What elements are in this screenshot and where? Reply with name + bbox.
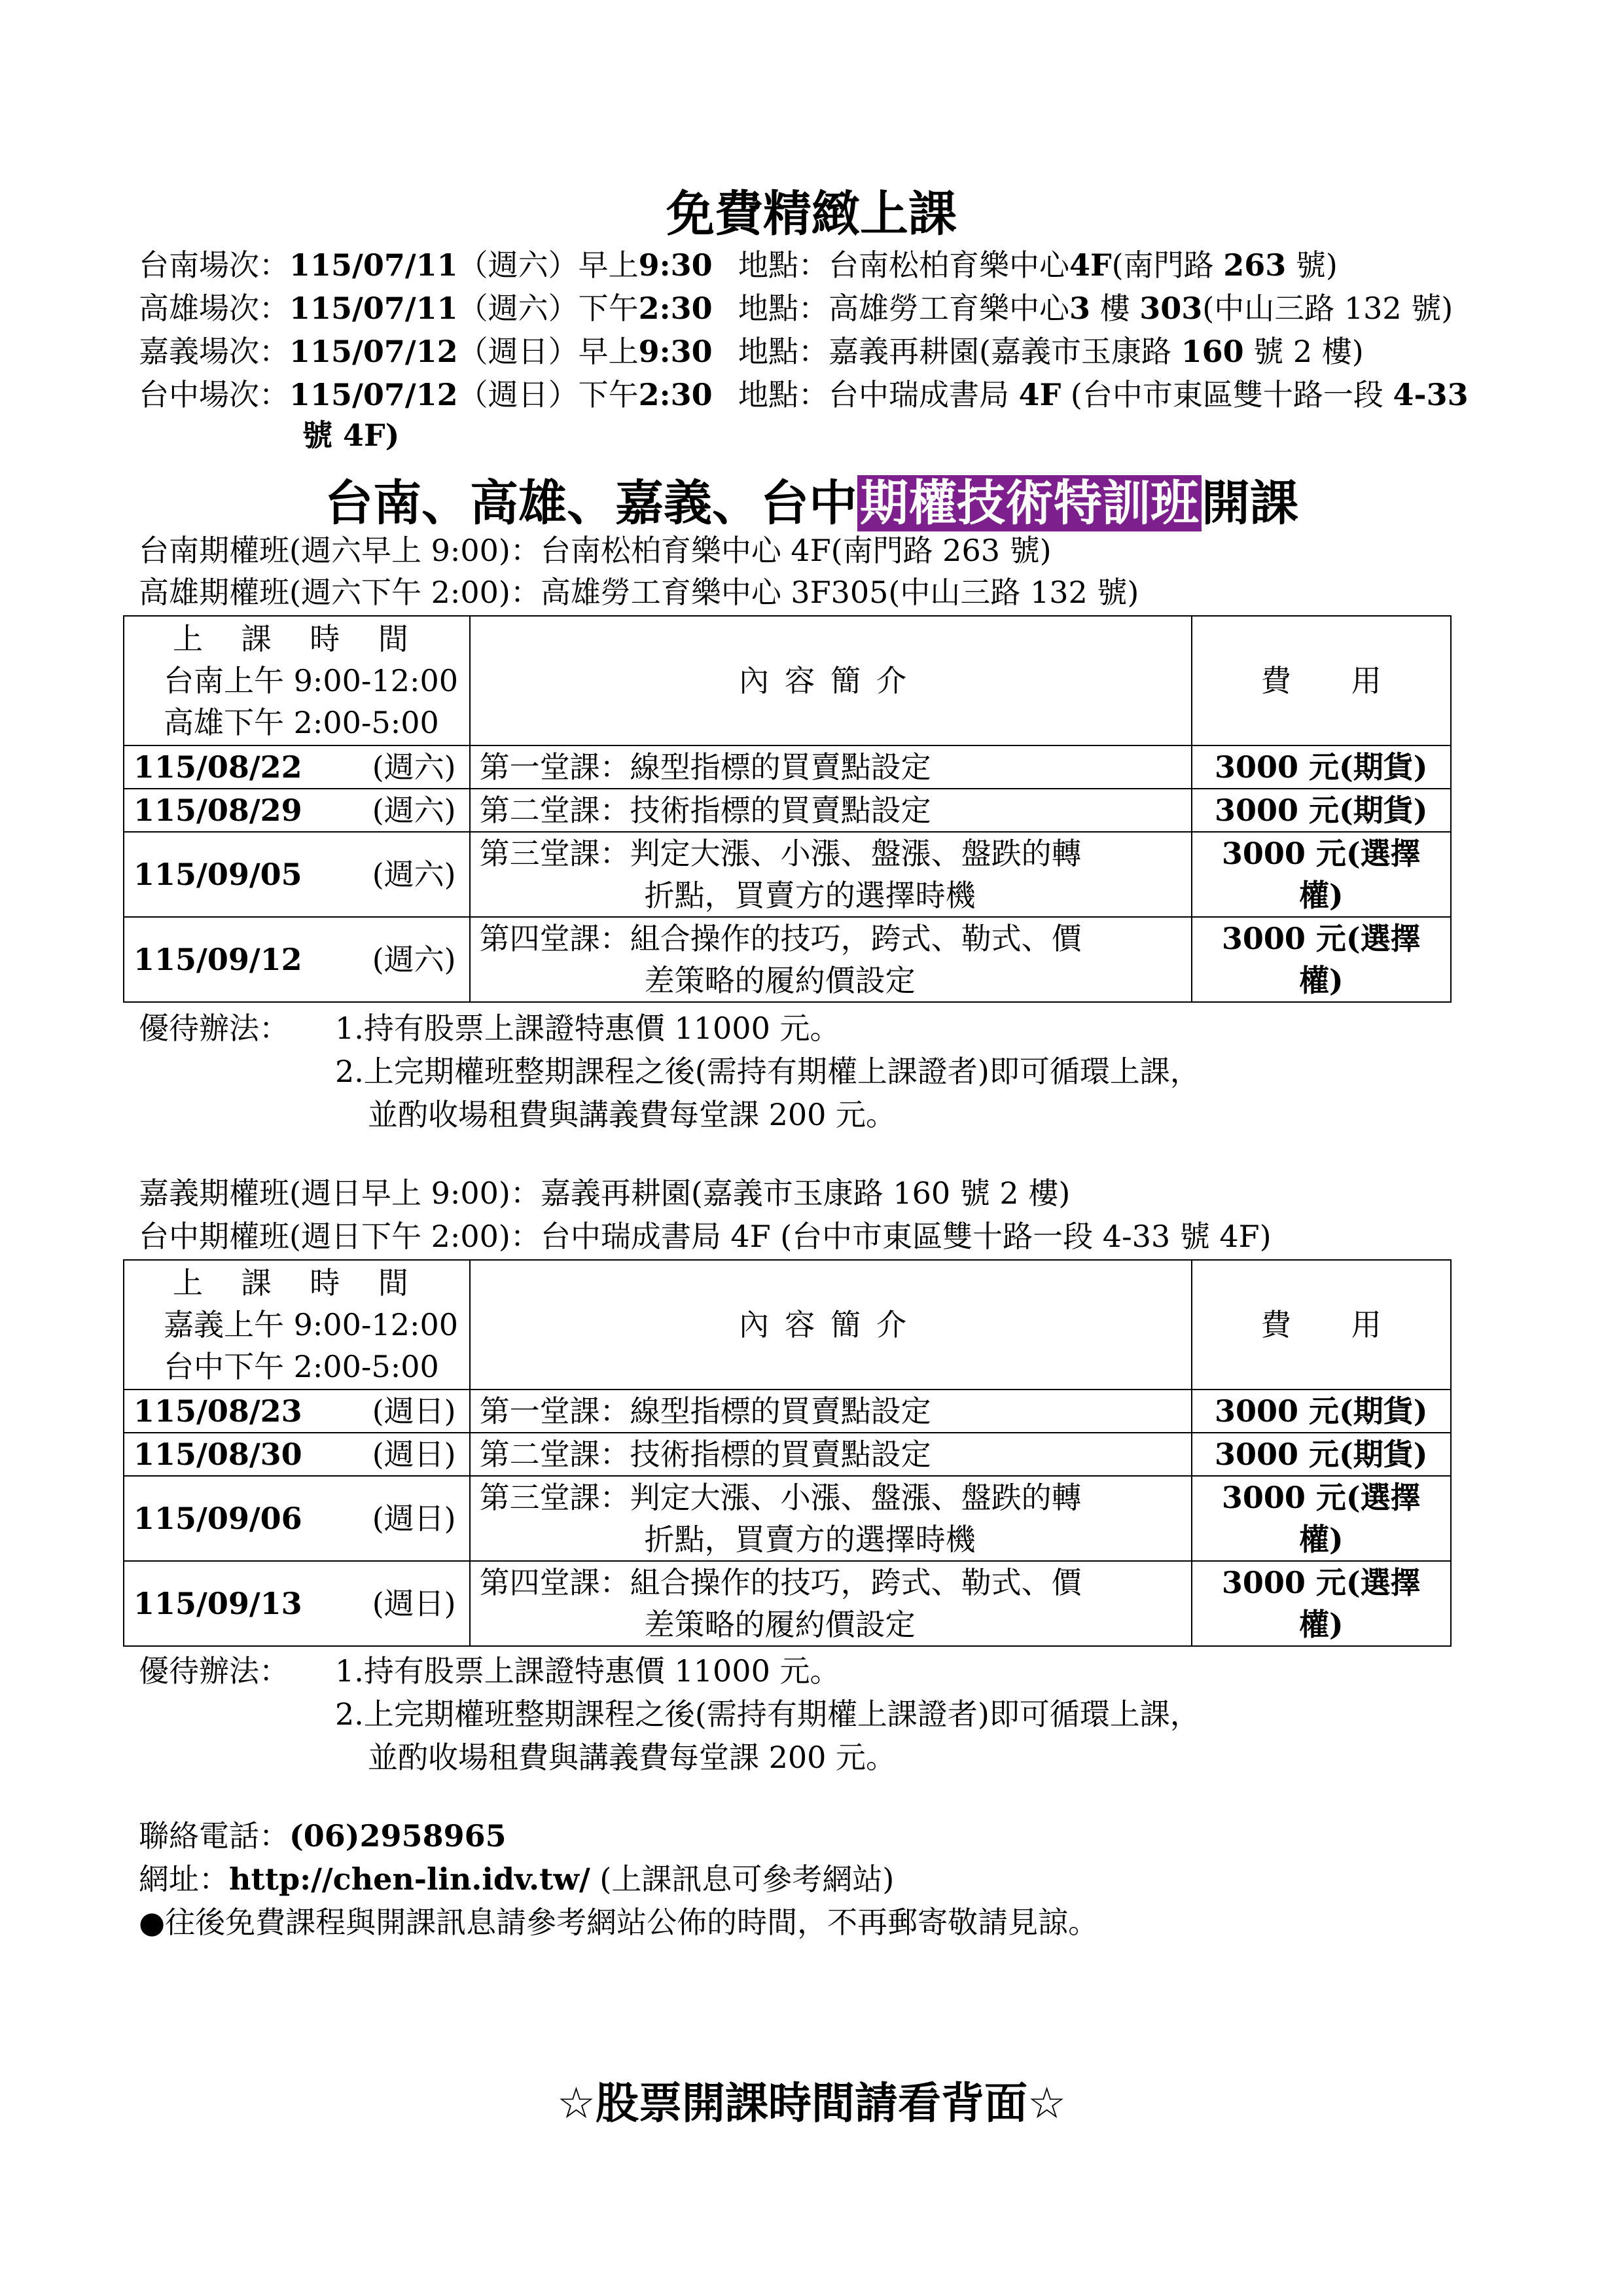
table-row: 115/09/13 (週日) 第四堂課：組合操作的技巧，跨式、勒式、價 差策略的履約價設定 3000 元(選擇 權) <box>124 1561 1451 1646</box>
discount-1-item-2: 2.上完期權班整期課程之後(需持有期權上課證者)即可循環上課， <box>335 1054 1200 1089</box>
table-row: 115/08/22 (週六) 第一堂課：線型指標的買賣點設定 3000 元(期貨) <box>124 745 1451 789</box>
free-session-chiayi-location: 地點：嘉義再耕園(嘉義市玉康路 160 號 2 樓) <box>738 334 1364 369</box>
free-session-taichung-location: 地點：台中瑞成書局 4F (台中市東區雙十路一段 4-33 <box>738 377 1469 412</box>
schedule-table-2 <box>123 1259 1452 1647</box>
table-row: 115/09/06 (週日) 第三堂課：判定大漲、小漲、盤漲、盤跌的轉 折點，買賣方的選擇時機 3000 元(選擇 權) <box>124 1476 1451 1561</box>
header-content: 內容簡介 <box>470 1260 1192 1390</box>
notice: ●往後免費課程與開課訊息請參考網站公佈的時間，不再郵寄敬請見諒。 <box>139 1905 1099 1940</box>
tainan-class-info: 台南期權班(週六早上 9:00)：台南松柏育樂中心 4F(南門路 263 號) <box>139 533 1052 568</box>
discount-2-item-2: 2.上完期權班整期課程之後(需持有期權上課證者)即可循環上課， <box>335 1696 1200 1732</box>
website-link[interactable]: http://chen-lin.idv.tw/ <box>229 1861 590 1897</box>
footer-note: ☆股票開課時間請看背面☆ <box>556 2078 1067 2128</box>
chiayi-class-info: 嘉義期權班(週日早上 9:00)：嘉義再耕園(嘉義市玉康路 160 號 2 樓) <box>139 1175 1071 1211</box>
free-session-kaohsiung-location: 地點：高雄勞工育樂中心3 樓 303(中山三路 132 號) <box>738 291 1454 326</box>
taichung-class-info: 台中期權班(週日下午 2:00)：台中瑞成書局 4F (台中市東區雙十路一段 4-33 號 4F) <box>139 1219 1272 1254</box>
course-heading: 台南、高雄、嘉義、台中期權技術特訓班開課 <box>325 475 1298 531</box>
header-fee: 費 用 <box>1192 1260 1451 1390</box>
free-session-chiayi: 嘉義場次：115/07/12（週日）早上9:30 <box>139 334 713 369</box>
table-row: 115/09/05 (週六) 第三堂課：判定大漲、小漲、盤漲、盤跌的轉 折點，買賣方的選擇時機 3000 元(選擇 權) <box>124 832 1451 917</box>
header-time: 上 課 時 間 嘉義上午 9:00-12:00 台中下午 2:00-5:00 <box>124 1260 470 1390</box>
table-row: 115/08/29 (週六) 第二堂課：技術指標的買賣點設定 3000 元(期貨) <box>124 789 1451 832</box>
contact-website: 網址：http://chen-lin.idv.tw/ (上課訊息可參考網站) <box>139 1861 895 1897</box>
discount-1-item-3: 並酌收場租費與講義費每堂課 200 元。 <box>368 1097 897 1132</box>
table-row: 115/09/12 (週六) 第四堂課：組合操作的技巧，跨式、勒式、價 差策略的履約價設定 3000 元(選擇 權) <box>124 917 1451 1002</box>
header-time: 上 課 時 間 台南上午 9:00-12:00 高雄下午 2:00-5:00 <box>124 616 470 745</box>
table-row: 115/08/30 (週日) 第二堂課：技術指標的買賣點設定 3000 元(期貨) <box>124 1433 1451 1476</box>
header-fee: 費 用 <box>1192 616 1451 745</box>
discount-label-2: 優待辦法： <box>139 1653 289 1689</box>
discount-1-item-1: 1.持有股票上課證特惠價 11000 元。 <box>335 1011 840 1046</box>
kaohsiung-class-info: 高雄期權班(週六下午 2:00)：高雄勞工育樂中心 3F305(中山三路 132 號) <box>139 575 1139 610</box>
discount-label-1: 優待辦法： <box>139 1011 289 1046</box>
page-title: 免費精緻上課 <box>666 186 957 242</box>
table-row: 115/08/23 (週日) 第一堂課：線型指標的買賣點設定 3000 元(期貨) <box>124 1390 1451 1433</box>
header-content: 內容簡介 <box>470 616 1192 745</box>
discount-2-item-3: 並酌收場租費與講義費每堂課 200 元。 <box>368 1740 897 1775</box>
free-session-tainan: 台南場次：115/07/11（週六）早上9:30 <box>139 247 713 283</box>
contact-phone: 聯絡電話：(06)2958965 <box>139 1818 507 1854</box>
free-session-kaohsiung: 高雄場次：115/07/11（週六）下午2:30 <box>139 291 713 326</box>
discount-2-item-1: 1.持有股票上課證特惠價 11000 元。 <box>335 1653 840 1689</box>
course-heading-highlight: 期權技術特訓班 <box>857 475 1202 531</box>
schedule-table-1 <box>123 615 1452 1003</box>
free-session-tainan-location: 地點：台南松柏育樂中心4F(南門路 263 號) <box>738 247 1338 283</box>
free-session-taichung: 台中場次：115/07/12（週日）下午2:30 <box>139 377 713 412</box>
table-header <box>124 1260 1451 1390</box>
table-header <box>124 616 1451 745</box>
free-session-taichung-wrap: 號 4F) <box>302 418 400 453</box>
